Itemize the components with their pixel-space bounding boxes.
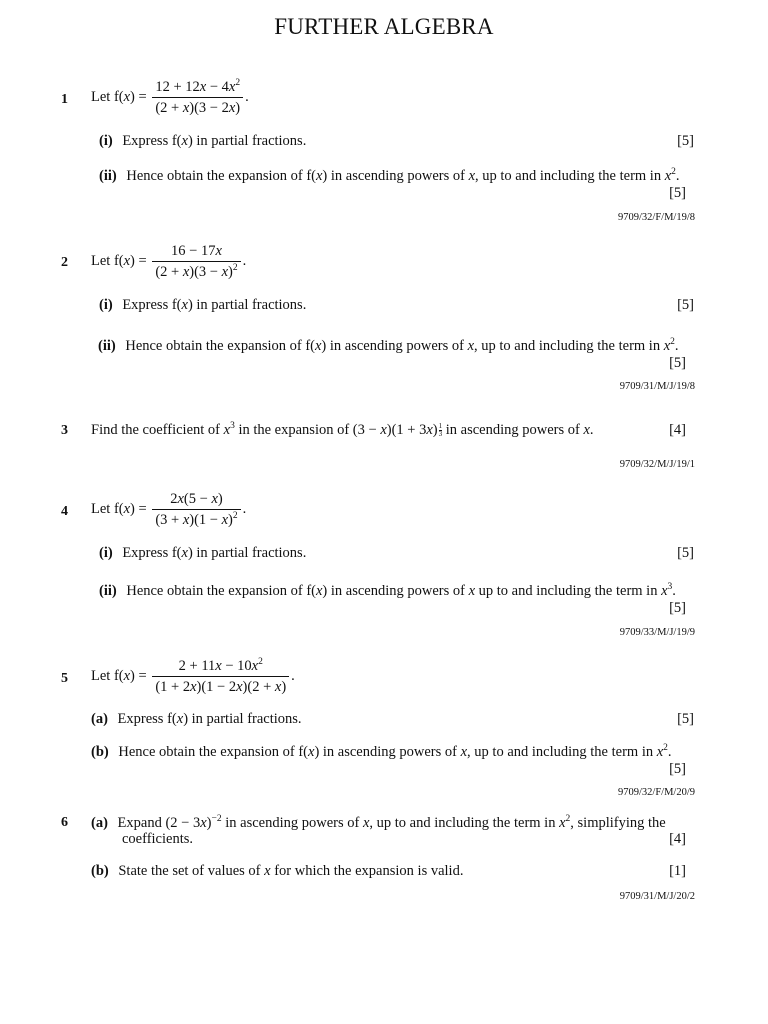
fraction: $\frac{2 + 11x - 10x^2}{(1 + 2x)(1 - 2x)(2 + x)}$ bbox=[152, 658, 289, 695]
paper-reference: 9709/32/M/J/19/1 bbox=[619, 459, 695, 470]
part-ii: (ii) Hence obtain the expansion of f(x) in ascending powers of x, up to and including the term in $x^2$. bbox=[99, 167, 680, 184]
question-number: 6 bbox=[61, 815, 68, 830]
marks: [5] bbox=[677, 297, 694, 313]
paper-reference: 9709/32/F/M/19/8 bbox=[617, 212, 695, 223]
part-ii: (ii) Hence obtain the expansion of f(x) in ascending powers of x, up to and including the term in $x^2$. bbox=[98, 337, 679, 354]
part-i: (i) Express f(x) in partial fractions. [5] bbox=[99, 133, 694, 149]
question-number: 3 bbox=[61, 423, 68, 438]
question-number: 1 bbox=[61, 92, 68, 107]
question-number: 5 bbox=[61, 671, 68, 686]
part-a: (a) Express f(x) in partial fractions. [5] bbox=[91, 711, 694, 727]
fraction: $\frac{12 + 12x - 4x^2}{(2 + x)(3 - 2x)}$ bbox=[152, 79, 243, 116]
marks: [5] bbox=[677, 133, 694, 149]
paper-reference: 9709/31/M/J/20/2 bbox=[619, 891, 695, 902]
marks: [5] bbox=[669, 761, 686, 777]
question-stem: Find the coefficient of $x^3$ in the expansion of (3 − x)(1 + 3x) $\frac{1}{3}$ in ascending powers of x. bbox=[91, 421, 594, 438]
marks: [1] bbox=[669, 863, 686, 879]
marks: [5] bbox=[677, 545, 694, 561]
question-number: 4 bbox=[61, 504, 68, 519]
part-b: (b) State the set of values of x for which the expansion is valid. bbox=[91, 863, 464, 879]
paper-reference: 9709/31/M/J/19/8 bbox=[619, 381, 695, 392]
marks: [5] bbox=[677, 711, 694, 727]
part-a: (a) Expand $(2 - 3x)^{-2}$ in ascending powers of x, up to and including the term in $x^2$, simplifying the bbox=[91, 814, 666, 831]
question-stem: Let f(x) = $\frac{16 - 17x}{(2 + x)(3 - x)^2}$ . bbox=[91, 243, 247, 280]
part-i: (i) Express f(x) in partial fractions. [5] bbox=[99, 297, 694, 313]
fraction: $\frac{16 - 17x}{(2 + x)(3 - x)^2}$ bbox=[152, 243, 240, 280]
question-stem: Let f(x) = $\frac{12 + 12x - 4x^2}{(2 + x)(3 - 2x)}$ . bbox=[91, 78, 249, 116]
paper-reference: 9709/33/M/J/19/9 bbox=[619, 627, 695, 638]
marks: [4] bbox=[669, 831, 686, 847]
marks: [5] bbox=[669, 600, 686, 616]
part-b: (b) Hence obtain the expansion of f(x) in ascending powers of x, up to and including the term in $x^2$. bbox=[91, 743, 672, 760]
page-title: FURTHER ALGEBRA bbox=[274, 14, 494, 39]
part-a-continued: coefficients. bbox=[122, 831, 193, 847]
question-stem: Let f(x) = $\frac{2x(5 - x)}{(3 + x)(1 - x)^2}$ . bbox=[91, 491, 247, 528]
marks: [5] bbox=[669, 185, 686, 201]
part-ii: (ii) Hence obtain the expansion of f(x) in ascending powers of x up to and including the term in $x^3$. bbox=[99, 582, 676, 599]
paper-reference: 9709/32/F/M/20/9 bbox=[617, 787, 695, 798]
part-i: (i) Express f(x) in partial fractions. [5] bbox=[99, 545, 694, 561]
question-number: 2 bbox=[61, 255, 68, 270]
marks: [5] bbox=[669, 355, 686, 371]
question-stem: Let f(x) = $\frac{2 + 11x - 10x^2}{(1 + 2x)(1 - 2x)(2 + x)}$ . bbox=[91, 657, 295, 695]
fraction: $\frac{2x(5 - x)}{(3 + x)(1 - x)^2}$ bbox=[152, 491, 240, 528]
marks: [4] bbox=[669, 422, 686, 438]
